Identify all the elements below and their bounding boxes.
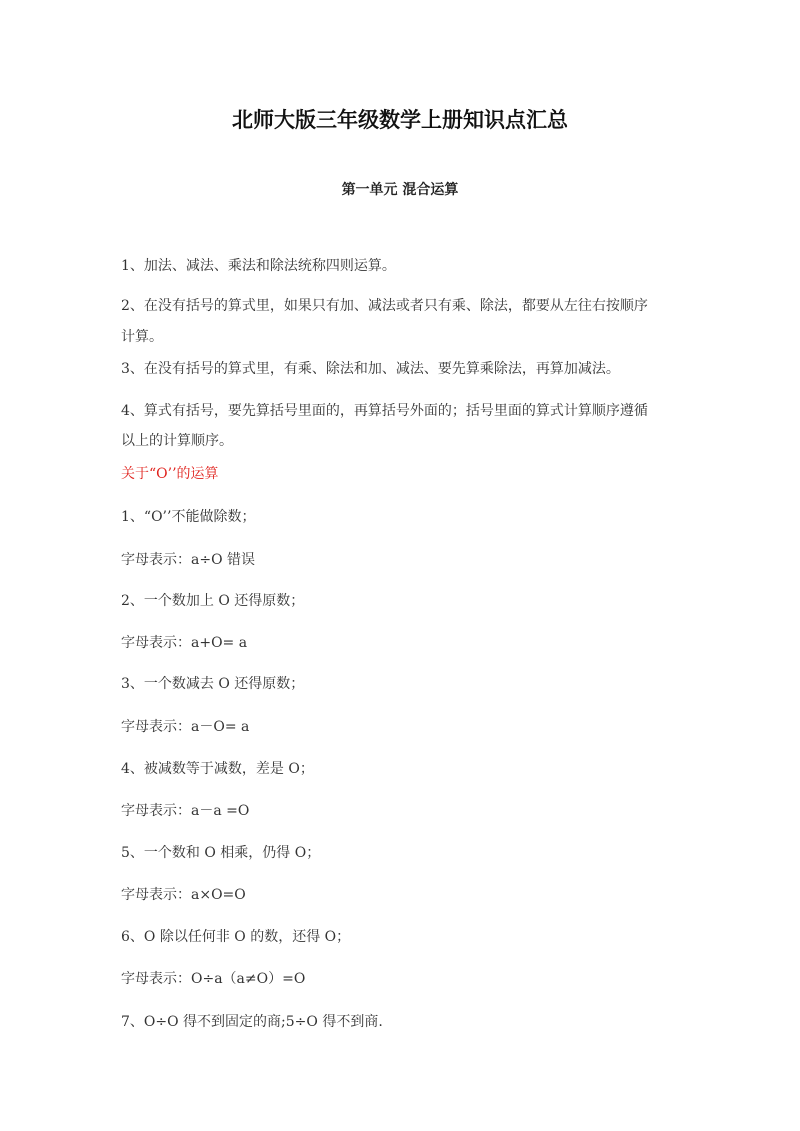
zero-rule-line: 2、一个数加上 O 还得原数； [121, 593, 305, 609]
zero-formula-line: 字母表示：a－a =O [121, 803, 250, 819]
rule-line: 4、算式有括号，要先算括号里面的，再算括号外面的；括号里面的算式计算顺序遵循 [121, 403, 648, 419]
zero-formula-line: 字母表示：a+O= a [121, 635, 248, 651]
zero-rule-line: 4、被减数等于减数，差是 O； [121, 761, 314, 777]
zero-formula-line: 字母表示：a÷O 错误 [121, 552, 256, 568]
rule-line: 3、在没有括号的算式里，有乘、除法和加、减法、要先算乘除法，再算加减法。 [121, 361, 620, 377]
zero-rule-line: 1、“O’’不能做除数； [121, 509, 256, 525]
zero-formula-line: 字母表示：a－O= a [121, 719, 250, 735]
zero-rule-line: 3、一个数减去 O 还得原数； [121, 676, 305, 692]
zero-rule-line: 6、O 除以任何非 O 的数，还得 O； [121, 929, 351, 945]
rule-line: 2、在没有括号的算式里，如果只有加、减法或者只有乘、除法，都要从左往右按顺序 [121, 298, 648, 314]
document-title: 北师大版三年级数学上册知识点汇总 [232, 107, 568, 132]
zero-rule-line: 5、一个数和 O 相乘，仍得 O； [121, 845, 321, 861]
rule-line: 1、加法、减法、乘法和除法统称四则运算。 [121, 258, 396, 274]
zero-formula-line: 字母表示：a×O=O [121, 887, 246, 903]
unit-heading: 第一单元 混合运算 [341, 182, 459, 198]
zero-section-heading: 关于“O’’的运算 [121, 466, 219, 482]
rule-line: 以上的计算顺序。 [121, 433, 233, 449]
zero-rule-line: 7、O÷O 得不到固定的商;5÷O 得不到商. [121, 1014, 383, 1030]
zero-formula-line: 字母表示：O÷a（a≠O）=O [121, 971, 306, 987]
rule-line: 计算。 [121, 329, 163, 345]
